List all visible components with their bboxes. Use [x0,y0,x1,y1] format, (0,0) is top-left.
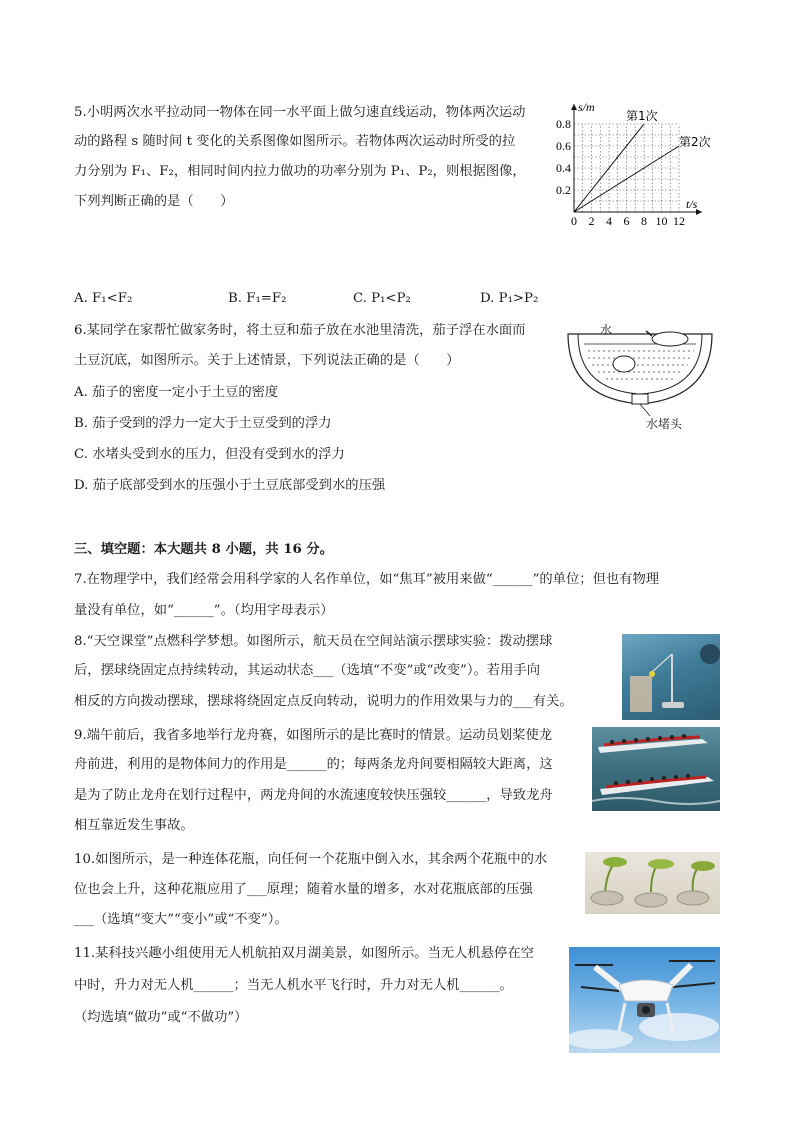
q9-line-4: 相互靠近发生事故。 [74,818,194,833]
q5-option-c: C. P₁<P₂ [353,291,411,306]
q5-option-b: B. F₁=F₂ [228,291,287,306]
q5-line-1: 5.小明两次水平拉动同一物体在同一水平面上做匀速直线运动，物体两次运动 [74,105,526,120]
series-label-1: 第1次 [626,109,658,123]
q11-line-3: （均选填“做功”或“不做功”） [74,1010,248,1025]
q6-line-2: 土豆沉底，如图所示。关于上述情景，下列说法正确的是（ ） [74,353,460,368]
q8-line-3: 相反的方向拨动摆球，摆球将绕固定点反向转动，说明力的作用效果与力的___有关。 [74,694,573,709]
q10-line-2: 位也会上升，这种花瓶应用了___原理；随着水量的增多，水对花瓶底部的压强 [74,882,533,897]
x-tick-label: 4 [606,214,612,225]
x-tick-label: 12 [673,214,685,225]
q10-line-3: ___（选填“变大”“变小”或“不变”）。 [74,912,288,927]
q10-line-1: 10.如图所示，是一种连体花瓶，向任何一个花瓶中倒入水，其余两个花瓶中的水 [74,852,548,867]
connected-vase-photo [585,852,720,914]
space-pendulum-photo [622,634,720,720]
series-label-2: 第2次 [679,135,711,149]
q6-option-c: C. 水堵头受到水的压力，但没有受到水的浮力 [74,447,345,462]
section-3-heading: 三、填空题：本大题共 8 小题，共 16 分。 [74,542,334,557]
q5-line-3: 力分别为 F₁、F₂，相同时间内拉力做功的功率分别为 P₁、P₂，则根据图像， [74,164,526,179]
q6-option-a: A. 茄子的密度一定小于土豆的密度 [74,385,279,400]
y-tick-label: 0.4 [556,161,571,175]
q6-line-1: 6.某同学在家帮忙做家务时，将土豆和茄子放在水池里清洗，茄子浮在水面而 [74,323,526,338]
q5-option-d: D. P₁>P₂ [480,291,539,306]
q9-line-3: 是为了防止龙舟在划行过程中，两龙舟间的水流速度较快压强较______，导致龙舟 [74,788,553,803]
q6-option-b: B. 茄子受到的浮力一定大于土豆受到的浮力 [74,416,332,431]
x-tick-label: 0 [571,214,577,225]
q11-line-2: 中时，升力对无人机______；当无人机水平飞行时，升力对无人机______。 [74,978,513,993]
q7-line-1: 7.在物理学中，我们经常会用科学家的人名作单位，如“焦耳”被用来做“______”的单位；但也有物理 [74,572,660,587]
q9-line-1: 9.端午前后，我省多地举行龙舟赛，如图所示的是比赛时的情景。运动员划桨使龙 [74,728,553,743]
drone-photo [569,947,720,1053]
q7-line-2: 量没有单位，如“______”。（均用字母表示） [74,603,334,618]
q9-line-2: 舟前进，利用的是物体间力的作用是______的；每两条龙舟间要相隔较大距离，这 [74,757,553,772]
q5-option-a: A. F₁<F₂ [74,291,133,306]
x-tick-label: 2 [588,214,595,225]
x-tick-label: 8 [641,214,647,225]
x-tick-label: 10 [655,214,668,225]
y-tick-label: 0.6 [556,139,571,153]
s-t-chart [552,100,732,225]
sink-diagram [562,320,722,430]
x-tick-label: 6 [623,214,630,225]
q5-line-4: 下列判断正确的是（ ） [74,194,234,209]
q8-line-1: 8.“天空课堂”点燃科学梦想。如图所示，航天员在空间站演示摆球实验：拨动摆球 [74,634,553,649]
y-axis-arrow [571,104,577,110]
q11-line-1: 11.某科技兴趣小组使用无人机航拍双月湖美景，如图所示。当无人机悬停在空 [74,946,534,961]
dragon-boat-photo [592,727,720,811]
y-axis-label: s/m [578,100,595,114]
q8-line-2: 后，摆球绕固定点持续转动，其运动状态___（选填“不变”或“改变”）。若用手向 [74,663,540,678]
y-tick-label: 0.2 [556,183,571,197]
plug-label: 水堵头 [646,417,683,430]
water-label: 水 [600,323,613,337]
q5-line-2: 动的路程 s 随时间 t 变化的关系图像如图所示。若物体两次运动时所受的拉 [74,134,516,149]
x-axis-label: t/s [686,197,698,211]
q6-option-d: D. 茄子底部受到水的压强小于土豆底部受到水的压强 [74,478,386,493]
y-tick-label: 0.8 [556,117,571,131]
